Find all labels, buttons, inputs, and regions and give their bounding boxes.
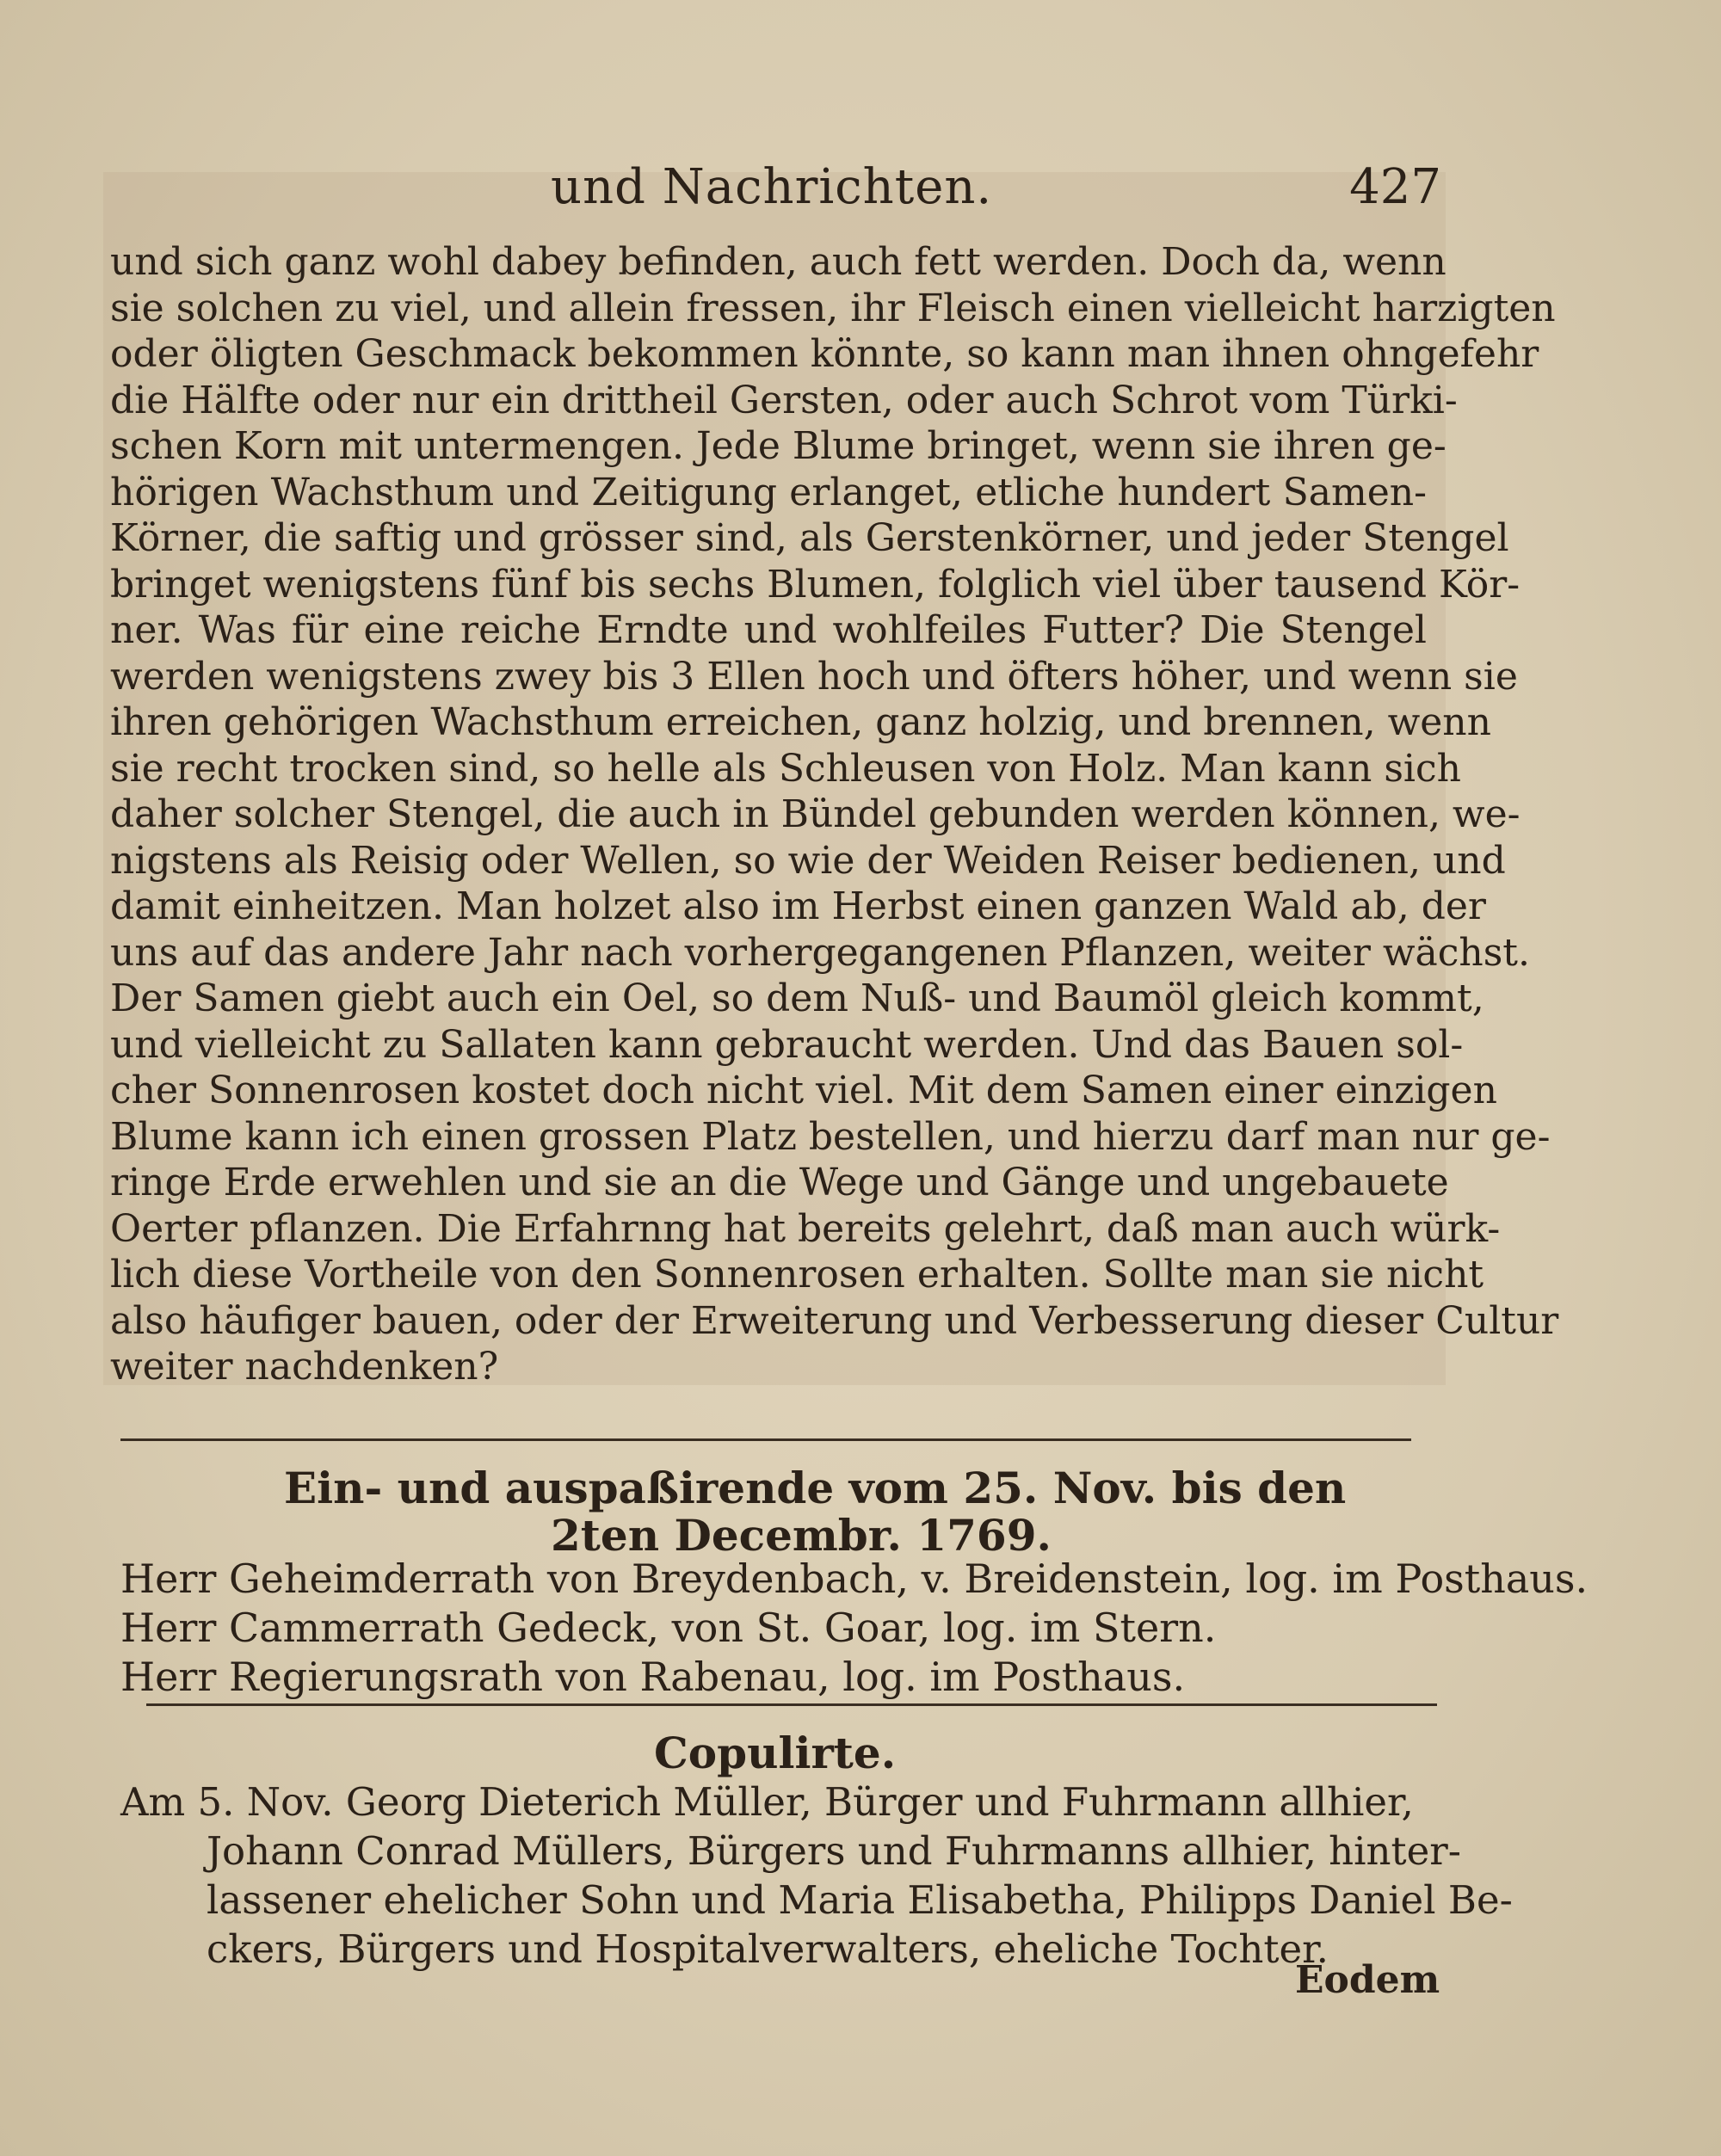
- body-line: also häufiger bauen, oder der Erweiterung und Verbesserung dieser Cultur: [110, 1298, 1559, 1343]
- arrival-entry: Herr Geheimderrath von Breydenbach, v. Breidenstein, log. im Posthaus.: [120, 1555, 1588, 1602]
- page-number: 427: [1349, 159, 1441, 215]
- copulirte-line: lassener ehelicher Sohn und Maria Elisabetha, Philipps Daniel Be-: [207, 1877, 1513, 1923]
- body-line: ner. Was für eine reiche Erndte und wohlfeiles Futter? Die Stengel: [110, 608, 1427, 652]
- section-divider: [146, 1703, 1437, 1706]
- body-line: schen Korn mit untermengen. Jede Blume bringet, wenn sie ihren ge-: [110, 424, 1447, 468]
- copulirte-title: Copulirte.: [654, 1728, 897, 1778]
- body-line: Körner, die saftig und grösser sind, als Gerstenkörner, und jeder Stengel: [110, 516, 1509, 560]
- arrivals-title-line1: Ein- und auspaßirende vom 25. Nov. bis den: [284, 1463, 1347, 1513]
- body-line: weiter nachdenken?: [110, 1345, 499, 1389]
- body-line: lich diese Vortheile von den Sonnenrosen erhalten. Sollte man sie nicht: [110, 1253, 1484, 1297]
- body-line: cher Sonnenrosen kostet doch nicht viel. Mit dem Samen einer einzigen: [110, 1069, 1497, 1112]
- body-line: Der Samen giebt auch ein Oel, so dem Nuß- und Baumöl gleich kommt,: [110, 976, 1484, 1020]
- running-head: und Nachrichten.: [551, 159, 993, 215]
- section-divider: [120, 1438, 1411, 1441]
- copulirte-line: Johann Conrad Müllers, Bürgers und Fuhrmanns allhier, hinter-: [207, 1828, 1461, 1874]
- body-line: werden wenigstens zwey bis 3 Ellen hoch und öfters höher, und wenn sie: [110, 654, 1518, 699]
- body-line: hörigen Wachsthum und Zeitigung erlanget, etliche hundert Samen-: [110, 470, 1427, 514]
- body-line: bringet wenigstens fünf bis sechs Blumen, folglich viel über tausend Kör-: [110, 562, 1521, 607]
- arrivals-title-line2: 2ten Decembr. 1769.: [551, 1510, 1052, 1561]
- catchword: Eodem: [1295, 1958, 1440, 2002]
- body-line: damit einheitzen. Man holzet also im Herbst einen ganzen Wald ab, der: [110, 884, 1486, 928]
- body-line: oder öligten Geschmack bekommen könnte, so kann man ihnen ohngefehr: [110, 332, 1539, 376]
- body-line: die Hälfte oder nur ein drittheil Gersten, oder auch Schrot vom Türki-: [110, 378, 1458, 422]
- body-line: ihren gehörigen Wachsthum erreichen, ganz holzig, und brennen, wenn: [110, 700, 1491, 744]
- body-line: und sich ganz wohl dabey befinden, auch fett werden. Doch da, wenn: [110, 240, 1447, 284]
- body-line: sie solchen zu viel, und allein fressen, ihr Fleisch einen vielleicht harzigten: [110, 286, 1556, 330]
- body-line: uns auf das andere Jahr nach vorhergegangenen Pflanzen, weiter wächst.: [110, 930, 1530, 975]
- arrival-entry: Herr Regierungsrath von Rabenau, log. im Posthaus.: [120, 1654, 1186, 1700]
- body-line: Oerter pflanzen. Die Erfahrnng hat bereits gelehrt, daß man auch würk-: [110, 1206, 1501, 1251]
- page-header: [551, 159, 1441, 228]
- arrival-entry: Herr Cammerrath Gedeck, von St. Goar, log. im Stern.: [120, 1605, 1217, 1651]
- copulirte-line: Am 5. Nov. Georg Dieterich Müller, Bürger und Fuhrmann allhier,: [120, 1779, 1414, 1825]
- body-paragraph: [110, 239, 1559, 1390]
- body-line: und vielleicht zu Sallaten kann gebraucht werden. Und das Bauen sol-: [110, 1022, 1464, 1067]
- copulirte-line: ckers, Bürgers und Hospitalverwalters, eheliche Tochter.: [207, 1926, 1329, 1972]
- body-line: Blume kann ich einen grossen Platz bestellen, und hierzu darf man nur ge-: [110, 1114, 1551, 1159]
- body-line: nigstens als Reisig oder Wellen, so wie der Weiden Reiser bedienen, und: [110, 838, 1506, 883]
- body-line: ringe Erde erwehlen und sie an die Wege und Gänge und ungebauete: [110, 1161, 1449, 1204]
- body-line: daher solcher Stengel, die auch in Bündel gebunden werden können, we-: [110, 792, 1521, 836]
- body-line: sie recht trocken sind, so helle als Schleusen von Holz. Man kann sich: [110, 746, 1461, 791]
